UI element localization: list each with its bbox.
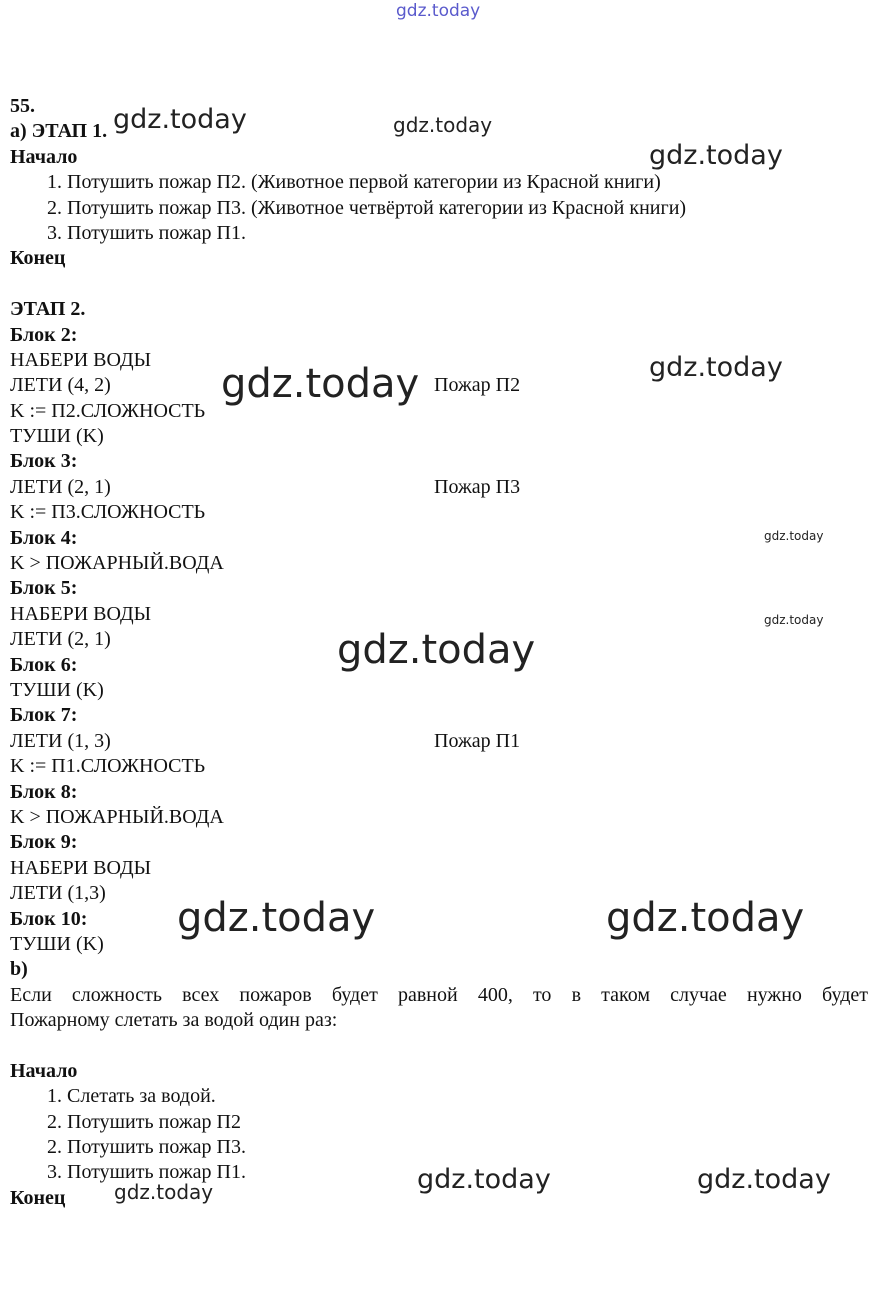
block-title: Блок 3: (10, 450, 78, 473)
block-line: НАБЕРИ ВОДЫ (10, 348, 152, 371)
part-a-end: Конец (10, 247, 66, 270)
part-b-step: 3. Потушить пожар П1. (47, 1161, 246, 1184)
watermark: gdz.today (649, 352, 783, 383)
part-b-end: Конец (10, 1186, 66, 1209)
part-a-title: а) ЭТАП 1. (10, 120, 108, 143)
block-line: ЛЕТИ (2, 1) (10, 475, 111, 498)
block-line: НАБЕРИ ВОДЫ (10, 602, 152, 625)
fire-note: Пожар П3 (434, 475, 521, 498)
block-title: Блок 7: (10, 704, 78, 727)
block-line: K := П1.СЛОЖНОСТЬ (10, 755, 206, 778)
watermark: gdz.today (764, 613, 824, 627)
watermark: gdz.today (337, 627, 536, 673)
watermark: gdz.today (764, 529, 824, 543)
watermark: gdz.today (417, 1164, 551, 1195)
watermark: gdz.today (606, 895, 805, 941)
fire-note: Пожар П2 (434, 374, 521, 397)
block-title: Блок 8: (10, 780, 78, 803)
watermark: gdz.today (697, 1164, 831, 1195)
part-a-step: 2. Потушить пожар П3. (Животное четвёртой категории из Красной книги) (47, 196, 687, 219)
task-number: 55. (10, 95, 35, 117)
watermark-top: gdz.today (396, 1, 481, 21)
part-b-paragraph-line: Если сложность всех пожаров будет равной 400, то в таком случае нужно будет (10, 983, 868, 1006)
block-line: ЛЕТИ (1, 3) (10, 729, 111, 752)
watermark: gdz.today (393, 113, 493, 137)
block-line: ТУШИ (K) (10, 932, 104, 955)
part-b-start: Начало (10, 1059, 78, 1082)
watermark: gdz.today (177, 895, 376, 941)
part-b-step: 1. Слетать за водой. (47, 1085, 216, 1108)
block-line: K > ПОЖАРНЫЙ.ВОДА (10, 805, 224, 828)
fire-note: Пожар П1 (434, 729, 521, 752)
block-line: K := П3.СЛОЖНОСТЬ (10, 501, 206, 524)
part-b-step: 2. Потушить пожар П2 (47, 1110, 241, 1133)
part-a-step: 3. Потушить пожар П1. (47, 221, 246, 244)
block-title: Блок 2: (10, 323, 78, 346)
watermark: gdz.today (114, 1180, 214, 1204)
block-title: Блок 6: (10, 653, 78, 676)
block-line: K := П2.СЛОЖНОСТЬ (10, 399, 206, 422)
part-a-step: 1. Потушить пожар П2. (Животное первой категории из Красной книги) (47, 171, 661, 194)
block-line: ЛЕТИ (2, 1) (10, 628, 111, 651)
part-a-start: Начало (10, 145, 78, 168)
block-title: Блок 4: (10, 526, 78, 549)
block-line: K > ПОЖАРНЫЙ.ВОДА (10, 552, 224, 575)
stage2-title: ЭТАП 2. (10, 298, 86, 321)
block-line: ЛЕТИ (4, 2) (10, 374, 111, 397)
watermark: gdz.today (113, 104, 247, 135)
block-title: Блок 10: (10, 907, 88, 930)
block-line: ТУШИ (K) (10, 425, 104, 448)
part-b-step: 2. Потушить пожар П3. (47, 1136, 246, 1159)
part-b-paragraph-line: Пожарному слетать за водой один раз: (10, 1009, 338, 1032)
block-title: Блок 9: (10, 831, 78, 854)
watermark: gdz.today (649, 140, 783, 171)
block-line: ЛЕТИ (1,3) (10, 882, 106, 905)
watermark: gdz.today (221, 361, 420, 407)
block-line: НАБЕРИ ВОДЫ (10, 856, 152, 879)
block-title: Блок 5: (10, 577, 78, 600)
part-b-title: b) (10, 958, 28, 981)
block-line: ТУШИ (K) (10, 678, 104, 701)
